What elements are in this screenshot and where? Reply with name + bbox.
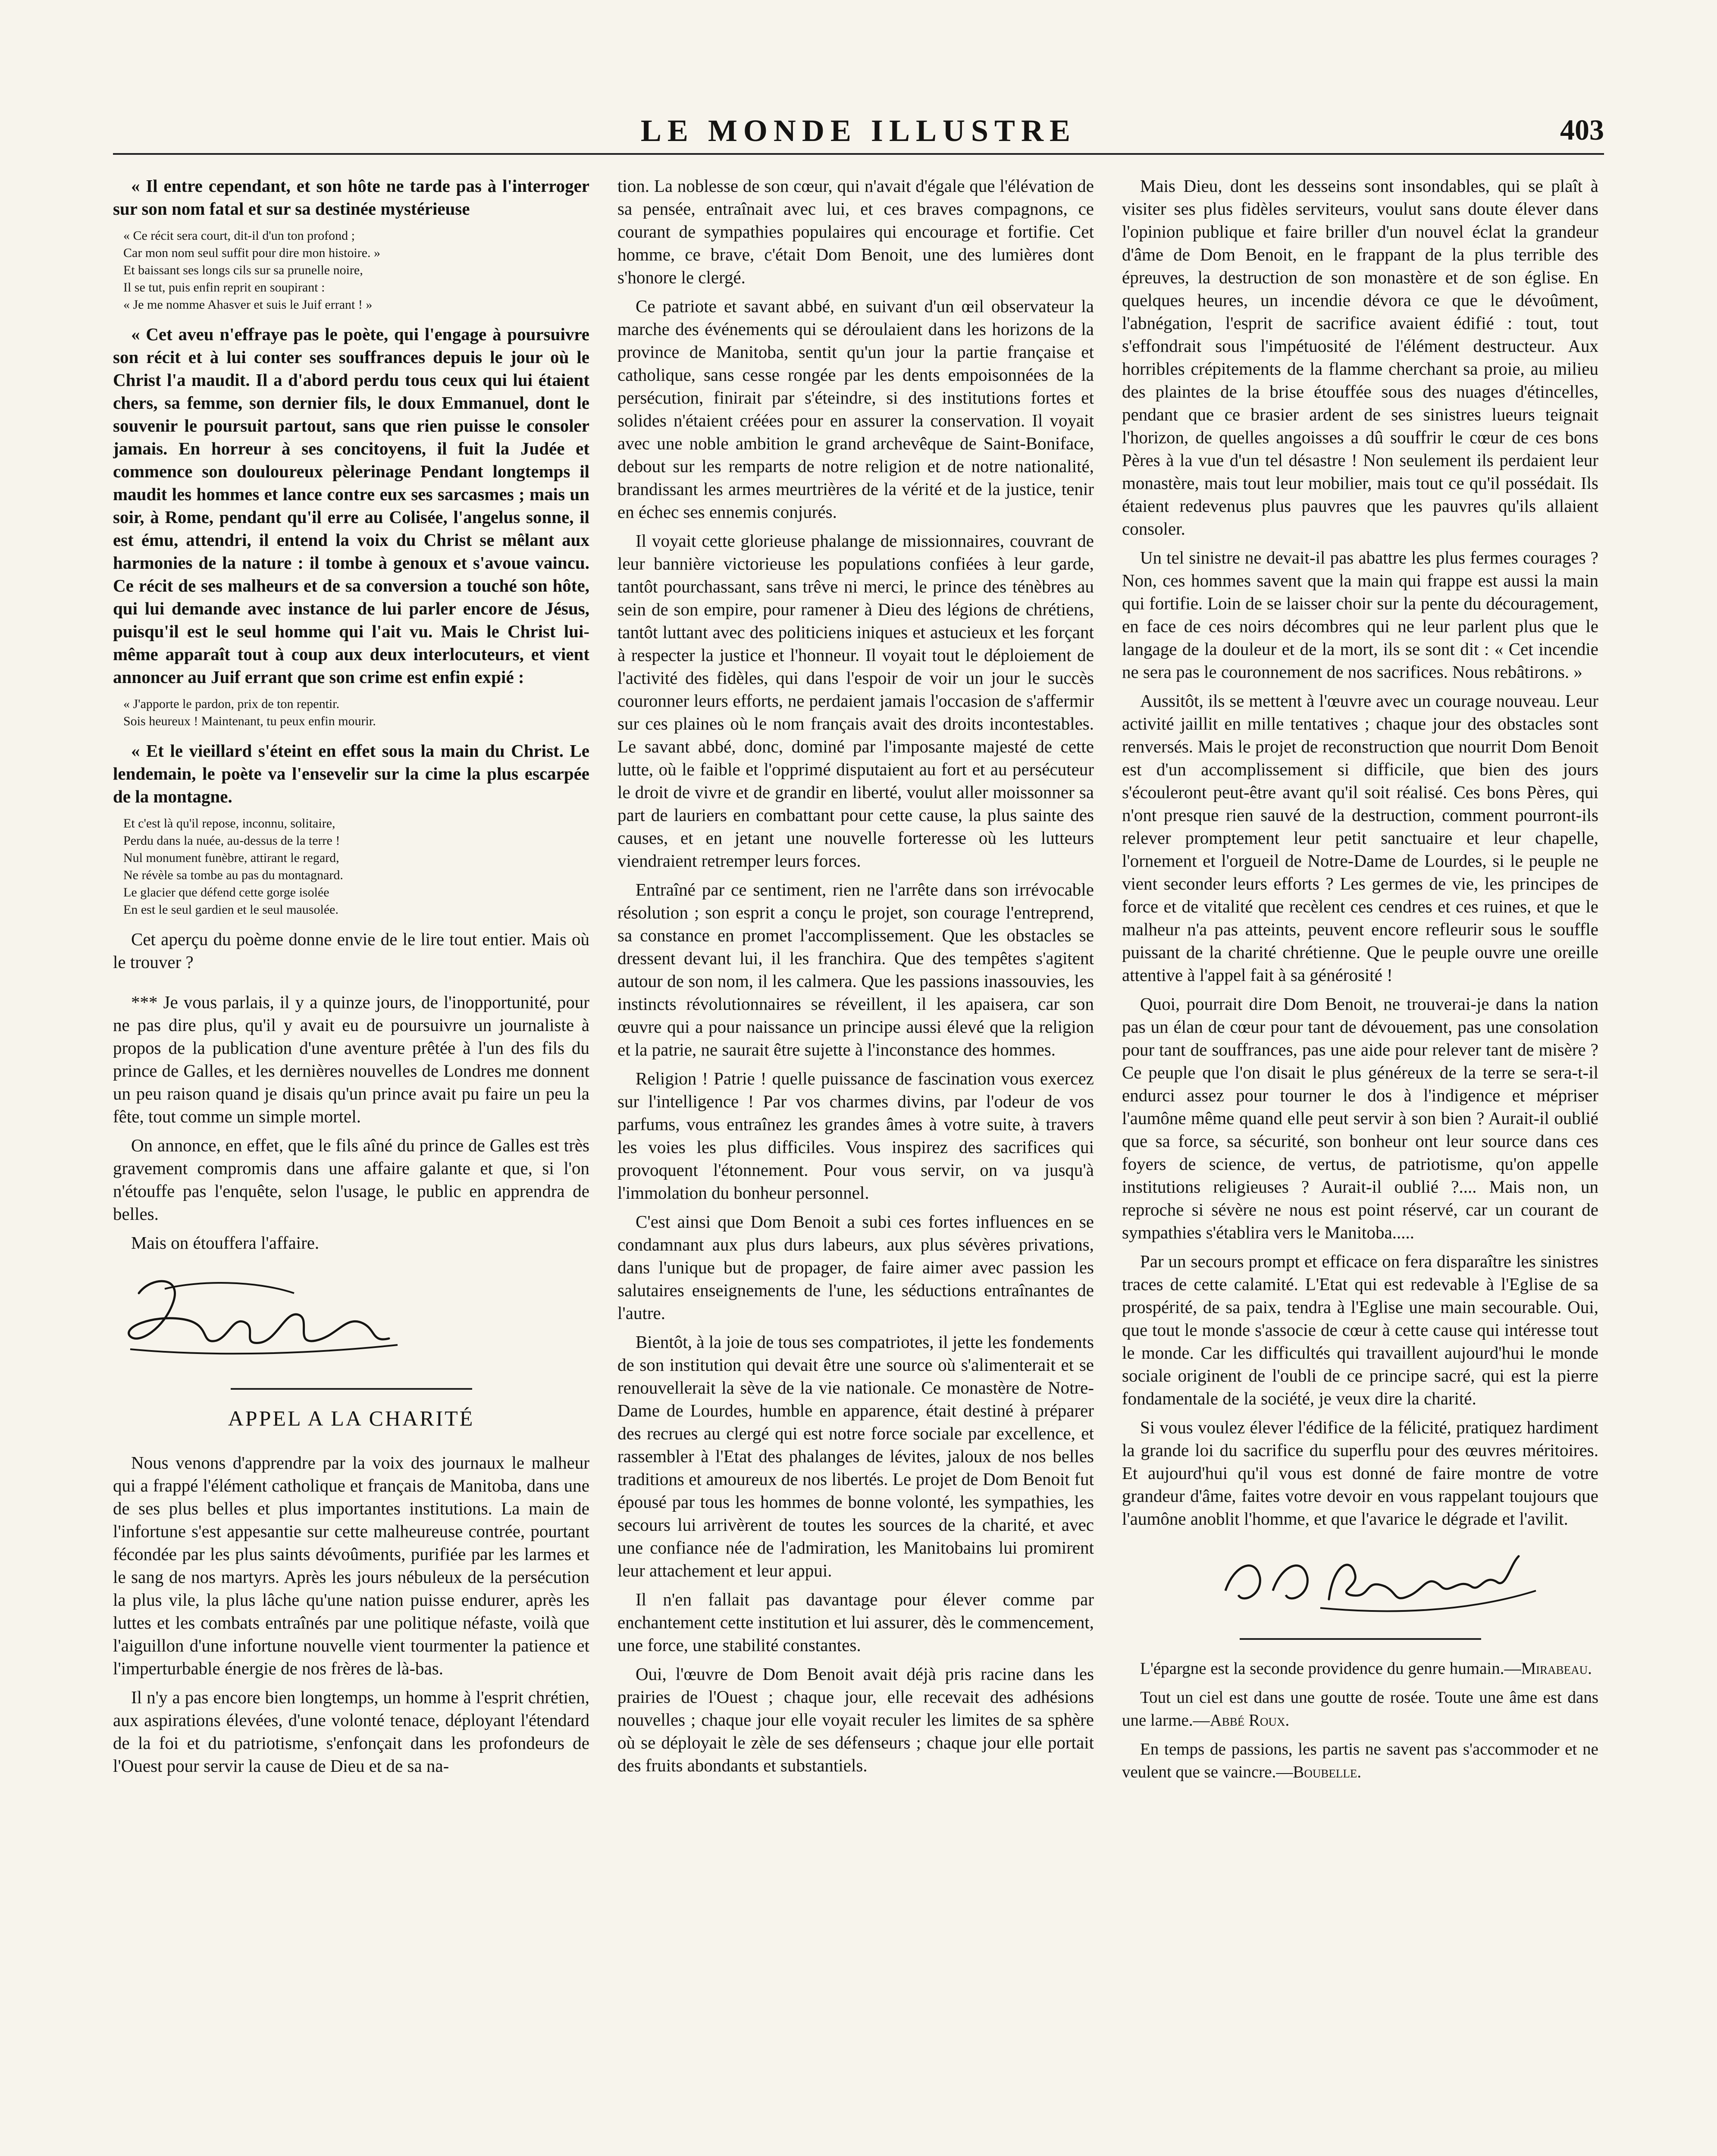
paragraph: Bientôt, à la joie de tous ses compatriotes, il jette les fondements de son institution qui devait être une source où s'alimenterait et se renouvellerait la sève de la vie nationale. Ce monastère de Notre-Dame de Lourdes, humble en apparence, était destiné à préparer des recrues au clergé qui est notre force sociale par excellence, et rassembler à l'Etat des phalanges de lévites, jaloux de nos belles traditions et amoureux de nos libertés. Le projet de Dom Benoit fut épousé par tous les hommes de bonne volonté, les sympathies, les secours lui arrivèrent de toutes les sources de la charité, et avec une confiance née de l'admiration, les Manitobains lui promirent leur attachement et leur appui. — [617, 1332, 1094, 1580]
verse-line: « Ce récit sera court, dit-il d'un ton profond ; — [123, 229, 355, 243]
paragraph: Religion ! Patrie ! quelle puissance de fascination vous exercez sur l'intelligence ! Par vos charmes divins, par l'odeur de vos parfums, vous entraînez les grandes âmes à votre suite, à travers les voies les plus difficiles. Vous inspirez des sacrifices qui provoquent l'étonnement. Pour vous servir, on va jusqu'à l'immolation du bonheur personnel. — [617, 1069, 1094, 1203]
quote-author: Mirabeau. — [1521, 1659, 1592, 1678]
paragraph: Oui, l'œuvre de Dom Benoit avait déjà pris racine dans les prairies de l'Ouest ; chaque jour, elle recevait des adhésions nouvelles ; chaque jour elle voyait reculer les limites de sa sphère où se déployait le zèle de ses défenseurs ; chaque jour elle portait des fruits abondants et substantiels. — [617, 1664, 1094, 1775]
verse-block — [123, 227, 589, 313]
signature-leon-ledieu — [113, 1263, 589, 1375]
verse-block — [123, 696, 589, 730]
quote-text: En temps de passions, les partis ne savent pas s'accommoder et ne veulent que se vaincre.— — [1122, 1740, 1598, 1781]
quote — [1122, 1686, 1598, 1732]
paragraph: Nous venons d'apprendre par la voix des journaux le malheur qui a frappé l'élément catholique et français de Manitoba, dans une de ses plus belles et plus importantes institutions. La main de l'infortune s'est appesantie sur cette malheureuse contrée, pourtant fécondée par les plus saints dévoûments, purifiée par les larmes et le sang de nos martyrs. Après les jours nébuleux de la persécution la plus vile, la plus lâche qu'une nation puisse endurer, après les luttes et les combats entraînés par une politique néfaste, voilà que l'aiguillon d'une infortune nouvelle vient tourmenter la patience et l'imperturbable énergie de nos frères de là-bas. — [113, 1453, 589, 1678]
paragraph: On annonce, en effet, que le fils aîné du prince de Galles est très gravement compromis dans une affaire galante et que, si l'on n'étouffe pas l'enquête, selon l'usage, le public en apprendra de belles. — [113, 1135, 589, 1224]
verse-line: Sois heureux ! Maintenant, tu peux enfin mourir. — [123, 714, 376, 728]
quote-text: L'épargne est la seconde providence du genre humain.— — [1140, 1659, 1521, 1678]
paragraph: Il voyait cette glorieuse phalange de missionnaires, couvrant de leur bannière victorieuse les populations confiées à leur garde, tantôt pourchassant, sans trêve ni merci, le prince des ténèbres au sein de son empire, pour ramener à Dieu des légions de chrétiens, tantôt luttant avec des politiciens iniques et astucieux et les forçant à respecter la justice et l'honneur. Il voyait tout le déploiement de l'activité des fidèles, qui dans l'espoir de voir un jour le succès couronner leurs efforts, ne perdaient jamais l'occasion de s'affermir sur ces plaines où le nom français avait des droits incontestables. Le savant abbé, donc, dominé par l'imposante majesté de cette lutte, où le faible et l'opprimé disputaient au fort et au persécuteur le droit de vivre et de grandir en liberté, voulut aller moissonner sa part de lauriers en combattant pour cette cause, la plus sainte des causes, et en jetant une nouvelle forteresse où les lutteurs viendraient retremper leurs forces. — [617, 531, 1094, 871]
paragraph: Aussitôt, ils se mettent à l'œuvre avec un courage nouveau. Leur activité jaillit en mille tentatives ; chaque jour des obstacles sont renversés. Mais le projet de reconstruction que nourrit Dom Benoit est d'un accomplissement si difficile, que bien des jours s'écouleront peut-être avant qu'il soit réalisé. Ces bons Pères, qui n'ont presque rien sauvé de la destruction, comment pourront-ils relever promptement leur petit sanctuaire et leur chapelle, l'ornement et l'orgueil de Notre-Dame de Lourdes, si le peuple ne vient seconder leurs efforts ? Les germes de vie, les principes de force et de vitalité que recèlent ces cendres et ces ruines, et que le malheur n'a pas atteints, peuvent encore refleurir sous le souffle puissant de la charité chrétienne. Que le peuple ouvre une oreille attentive à l'appel fait à sa générosité ! — [1122, 691, 1598, 985]
paragraph: Il n'y a pas encore bien longtemps, un homme à l'esprit chrétien, aux aspirations élevées, d'une volonté tenace, déployant l'étendard de la foi et du patriotisme, s'enfonçait dans les profondeurs de l'Ouest pour servir la cause de Dieu et de sa na- — [113, 1687, 589, 1776]
quote-author: Abbé Roux. — [1209, 1711, 1290, 1730]
quote-text: Tout un ciel est dans une goutte de rosée. Toute une âme est dans une larme.— — [1122, 1688, 1598, 1730]
paragraph: Cet aperçu du poème donne envie de le lire tout entier. Mais où le trouver ? — [113, 929, 589, 972]
verse-line: Et c'est là qu'il repose, inconnu, solitaire, — [123, 816, 335, 830]
signature-image — [1208, 1539, 1553, 1621]
section-title: APPEL A LA CHARITÉ — [228, 1406, 475, 1430]
quote-author: Boubelle. — [1293, 1763, 1362, 1781]
paragraph: Entraîné par ce sentiment, rien ne l'arrête dans son irrévocable résolution ; son esprit a conçu le projet, son courage l'entreprend, sa constance en promet l'accomplissement. Que les obstacles se dressent devant lui, il les franchira. Que des tempêtes s'agitent autour de son nom, il les calmera. Que les passions inassouvies, les instincts révolutionnaires se réveillent, il les apaisera, car son œuvre qui a pour naissance un principe aussi élevé que la religion et la patrie, ne saurait être sujette à l'inconstance des hommes. — [617, 880, 1094, 1059]
quote — [1122, 1657, 1598, 1680]
paragraph: Mais on étouffera l'affaire. — [131, 1233, 320, 1253]
verse-line: Il se tut, puis enfin reprit en soupirant : — [123, 280, 325, 295]
page-number: 403 — [1560, 113, 1604, 146]
section-divider — [1240, 1638, 1481, 1640]
paragraph: Un tel sinistre ne devait-il pas abattre les plus fermes courages ? Non, ces hommes savent que la main qui frappe est aussi la main qui fortifie. Loin de se laisser choir sur la pente du découragement, en face de ces noirs décombres qui ne leur parlent plus que le langage de la douleur et de la mort, ils se sont dit : « Cet incendie ne sera pas le couronnement de nos sacrifices. Nous rebâtirons. » — [1122, 548, 1598, 682]
header-rule — [113, 153, 1604, 155]
page-header — [113, 113, 1604, 152]
paragraph: « Cet aveu n'effraye pas le poète, qui l'engage à poursuivre son récit et à lui conter ses souffrances depuis le jour où le Christ l'a maudit. Il a d'abord perdu tous ceux qui lui étaient chers, sa femme, son dernier fils, le doux Emmanuel, dont le souvenir le poursuit partout, sans que rien puisse le consoler jamais. En horreur à ses concitoyens, il fuit la Judée et commence son douloureux pèlerinage Pendant longtemps il maudit les hommes et lance contre eux ses sarcasmes ; mais un soir, à Rome, pendant qu'il erre au Colisée, l'angelus sonne, il est ému, attendri, il entend la voix du Christ se mêlant aux harmonies de la nature : il tombe à genoux et s'avoue vaincu. Ce récit de ses malheurs et de sa conversion a touché son hôte, qui lui demande avec instance de lui parler encore de Jésus, puisqu'il est le seul homme qui l'ait vu. Mais le Christ lui-même apparaît tout à coup aux deux interlocuteurs, et vient annoncer au Juif errant que son crime est enfin expié : — [113, 324, 589, 687]
column-3 — [1122, 175, 1598, 2156]
paragraph: Si vous voulez élever l'édifice de la félicité, pratiquez hardiment la grande loi du sacrifice du superflu pour des œuvres méritoires. Et aujourd'hui qu'il vous est donné de faire montre de votre grandeur d'âme, faites votre devoir en vous rappelant toujours que l'aumône anoblit l'homme, et que l'avarice le dégrade et l'avilit. — [1122, 1417, 1598, 1529]
verse-line: En est le seul gardien et le seul mausolée. — [123, 903, 338, 917]
section-divider — [231, 1388, 472, 1390]
masthead-title: LE MONDE ILLUSTRE — [640, 113, 1077, 148]
paragraph: C'est ainsi que Dom Benoit a subi ces fortes influences en se condamnant aux plus durs labeurs, aux plus sévères privations, dans l'unique but de propager, de faire aimer avec passion les salutaires enseignements de l'une, les séductions entraînantes de l'autre. — [617, 1212, 1094, 1323]
paragraph: tion. La noblesse de son cœur, qui n'avait d'égale que l'élévation de sa pensée, entraînait avec lui, et ces braves compagnons, ce courant de sympathies populaires qui encourage et fortifie. Cet homme, ce brave, c'était Dom Benoit, une des lumières dont s'honore le clergé. — [617, 176, 1094, 287]
verse-line: « Je me nomme Ahasver et suis le Juif errant ! » — [123, 298, 373, 312]
verse-block — [123, 815, 589, 918]
verse-line: Nul monument funèbre, attirant le regard, — [123, 851, 339, 865]
paragraph: Mais Dieu, dont les desseins sont insondables, qui se plaît à visiter ses plus fidèles serviteurs, voulut sans doute élever dans l'opinion publique et faire briller d'un nouvel éclat la grandeur d'âme de Dom Benoit, en le frappant de la plus terrible des épreuves, la destruction de son monastère et de son église. En quelques heures, un incendie dévora ce que le dévoûment, l'abnégation, l'esprit de sacrifice avaient édifié : tout, tout s'effondrait sous l'impétuosité de l'élément destructeur. Aux horribles crépitements de la flamme cherchant sa proie, au milieu des plaintes de la brise étouffée sous des nuages d'étincelles, pendant que ce brasier ardent de ses sinistres lueurs teignait l'horizon, de quelles angoisses a dû souffrir le cœur de ces bons Pères à la vue d'un tel désastre ! Non seulement ils perdaient leur monastère, mais tout leur mobilier, mais tout ce qu'il possédait. Ils étaient redevenus plus pauvres que les pauvres qu'ils allaient consoler. — [1122, 176, 1598, 539]
paragraph: Il n'en fallait pas davantage pour élever comme par enchantement cette institution et lui assurer, dès le commencement, une force, une stabilité constantes. — [617, 1589, 1094, 1655]
verse-line: Perdu dans la nuée, au-dessus de la terre ! — [123, 834, 340, 848]
column-2 — [617, 175, 1094, 2156]
paragraph: Ce patriote et savant abbé, en suivant d'un œil observateur la marche des événements qui se déroulaient dans les horizons de la province de Manitoba, sentit qu'un jour la partie française et catholique, sans cesse rongée par les dents empoisonnées de la persécution, finirait par s'éteindre, si des institutions fortes et solides n'étaient créées pour en assurer la conservation. Il voyait avec une noble ambition le grand archevêque de Saint-Boniface, debout sur les remparts de notre religion et de notre nationalité, brandissant les armes meurtrières de la vérité et de la justice, tenir en échec ses ennemis conjurés. — [617, 296, 1094, 522]
verse-line: « J'apporte le pardon, prix de ton repentir. — [123, 697, 340, 711]
verse-line: Ne révèle sa tombe au pas du montagnard. — [123, 868, 343, 882]
quote — [1122, 1738, 1598, 1783]
verse-line: Car mon nom seul suffit pour dire mon histoire. » — [123, 246, 381, 260]
verse-line: Le glacier que défend cette gorge isolée — [123, 885, 329, 899]
paragraph: Quoi, pourrait dire Dom Benoit, ne trouverai-je dans la nation pas un élan de cœur pour tant de dévouement, pas une consolation pour tant de souffrances, pas une aide pour relever tant de misère ? Ce peuple que l'on disait le plus généreux de la terre se sera-t-il endurci assez pour tourner le dos à l'indigence et mépriser l'aumône même quand elle peut servir à son bien ? Aurait-il oublié que sa force, sa sécurité, son bonheur ont leur source dans ces foyers de science, de vertus, de patriotisme, qu'on appelle institutions religieuses ? Aurait-il oublié ?.... Mais non, un reproche si sévère ne nous est point réservé, car un courant de sympathies s'établira vers le Manitoba..... — [1122, 994, 1598, 1242]
signature-brisonnault — [1122, 1539, 1598, 1625]
paragraph: « Il entre cependant, et son hôte ne tarde pas à l'interroger sur son nom fatal et sur sa destinée mystérieuse — [113, 176, 589, 219]
column-1 — [113, 175, 589, 2156]
signature-image — [113, 1263, 415, 1366]
paragraph: Par un secours prompt et efficace on fera disparaître les sinistres traces de cette calamité. L'Etat qui est redevable à l'Eglise de sa prospérité, de sa paix, tendra à l'Eglise une main secourable. Oui, que tout le monde s'associe de cœur à cette cause qui intéresse tout le monde. Car les difficultés qui travaillent aujourd'hui le monde sociale originent de l'oubli de ce principe sacré, qui est la pierre fondamentale de la société, je veux dire la charité. — [1122, 1251, 1598, 1408]
paragraph: « Et le vieillard s'éteint en effet sous la main du Christ. Le lendemain, le poète va l'ensevelir sur la cime la plus escarpée de la montagne. — [113, 741, 589, 806]
paragraph: *** Je vous parlais, il y a quinze jours, de l'inopportunité, pour ne pas dire plus, qu'il y avait eu de poursuivre un journaliste à propos de la publication d'une aventure prêtée à l'un des fils du prince de Galles, et les dernières nouvelles de Londres me donnent un peu raison quand je disais qu'un prince avait pu faire un peu la fête, tout comme un simple mortel. — [113, 992, 589, 1126]
quotations — [1122, 1657, 1598, 1783]
verse-line: Et baissant ses longs cils sur sa prunelle noire, — [123, 263, 363, 277]
